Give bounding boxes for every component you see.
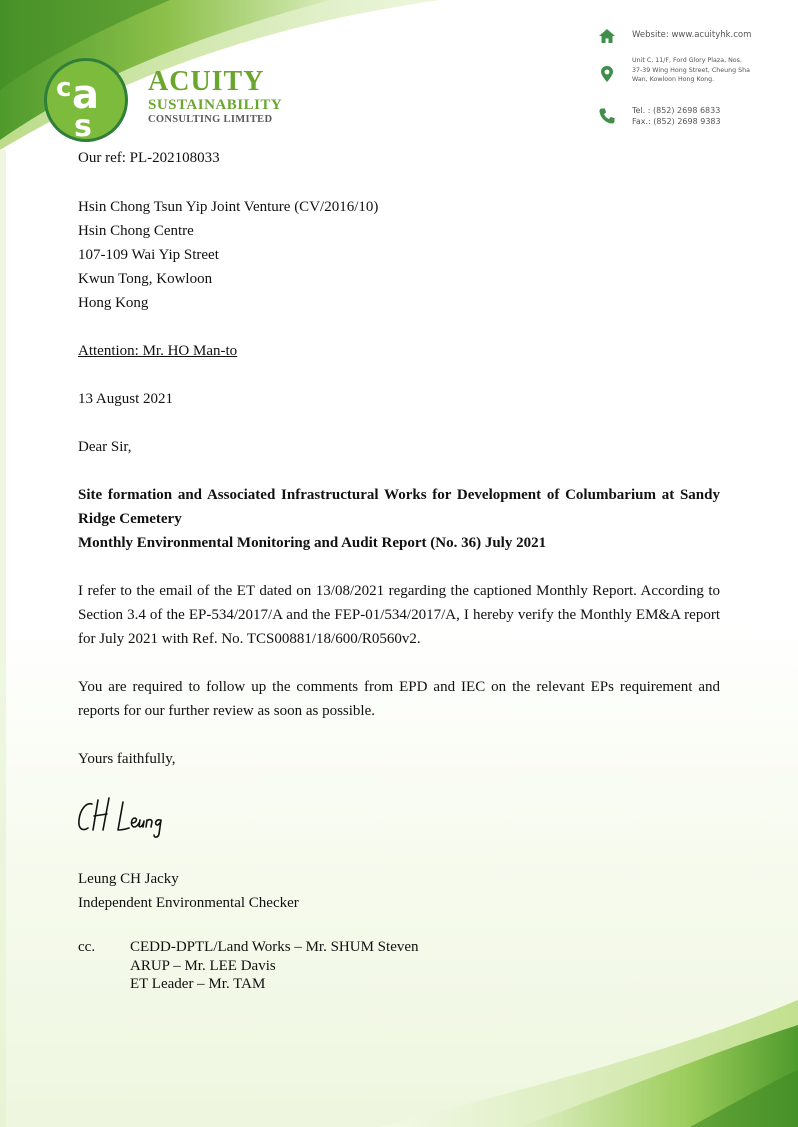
website-text: Website: www.acuityhk.com	[632, 30, 752, 40]
address-text: Unit C, 11/F, Ford Glory Plaza, Nos. 37-39 Wing Hong Street, Cheung Sha Wan, Kowloon Hong Kong.	[632, 57, 750, 83]
our-ref: Our ref: PL-202108033	[78, 150, 220, 166]
company-name-line3: CONSULTING LIMITED	[148, 114, 273, 125]
phone-icon	[598, 107, 616, 125]
recipient-line-4: Kwun Tong, Kowloon	[78, 271, 213, 287]
svg-text:a: a	[72, 72, 99, 118]
phone-fax-text	[632, 105, 721, 127]
handwritten-signature	[76, 790, 186, 842]
location-pin-icon	[598, 65, 616, 83]
letter-date: 13 August 2021	[78, 391, 174, 407]
subject-line-1: Site formation and Associated Infrastructural Works for Development of Columbarium at Sandy Ridge Cemetery	[78, 487, 720, 527]
closing: Yours faithfully,	[78, 751, 176, 767]
cc-list	[130, 938, 419, 994]
svg-text:s: s	[74, 109, 92, 144]
recipient-line-3: 107-109 Wai Yip Street	[78, 247, 219, 263]
recipient-line-1: Hsin Chong Tsun Yip Joint Venture (CV/2016/10)	[78, 199, 379, 215]
paragraph-1: I refer to the email of the ET dated on 13/08/2021 regarding the captioned Monthly Report. According to Section 3.4 of the EP-534/2017/A and the FEP-01/534/2017/A, I hereby verify the Monthly EM&A report for July 2021 with Ref. No. TCS00881/18/600/R0560v2.	[78, 583, 720, 647]
home-icon	[598, 27, 616, 45]
cc-label: cc.	[78, 939, 96, 955]
svg-text:c: c	[56, 73, 72, 103]
fax-text: Fax.: (852) 2698 9383	[632, 117, 721, 126]
signer-title: Independent Environmental Checker	[78, 895, 299, 911]
recipient-line-5: Hong Kong	[78, 295, 149, 311]
attention-line: Attention: Mr. HO Man-to	[78, 343, 238, 359]
paragraph-2: You are required to follow up the comments from EPD and IEC on the relevant EPs requirement and reports for our further review as soon as possible.	[78, 679, 720, 719]
salutation: Dear Sir,	[78, 439, 132, 455]
signer-name: Leung CH Jacky	[78, 871, 179, 887]
tel-text: Tel. : (852) 2698 6833	[632, 106, 721, 115]
recipient-line-2: Hsin Chong Centre	[78, 223, 194, 239]
cc-item: ET Leader – Mr. TAM	[130, 976, 266, 992]
acs-logo	[42, 54, 138, 144]
cc-item: ARUP – Mr. LEE Davis	[130, 957, 276, 974]
subject-line-2: Monthly Environmental Monitoring and Audit Report (No. 36) July 2021	[78, 535, 547, 551]
company-name-line2: SUSTAINABILITY	[148, 97, 283, 113]
company-name: ACUITY	[148, 66, 265, 97]
cc-item: CEDD-DPTL/Land Works – Mr. SHUM Steven	[130, 939, 419, 955]
